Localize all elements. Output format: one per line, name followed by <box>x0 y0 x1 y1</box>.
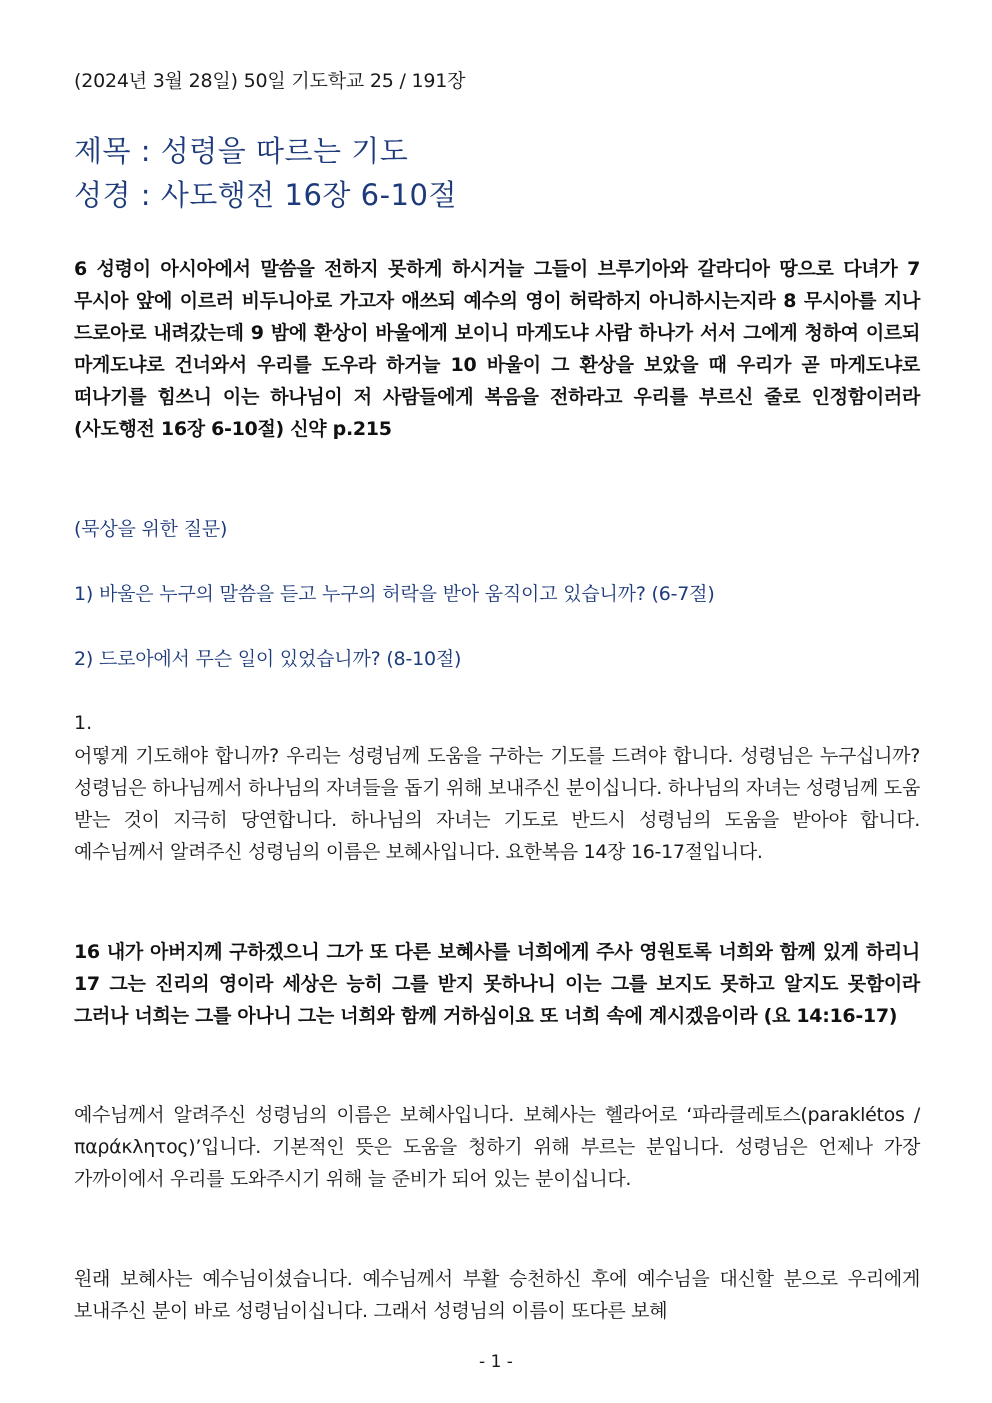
scripture-passage: 6 성령이 아시아에서 말씀을 전하지 못하게 하시거늘 그들이 브루기아와 갈라디아 땅으로 다녀가 7 무시아 앞에 이르러 비두니아로 가고자 애쓰되 예수의 영이 허락하지 아니하시는지라 8 무시아를 지나 드로아로 내려갔는데 9 밤에 환상이 바울에게 보이니 마게도냐 사람 하나가 서서 그에게 청하여 이르되 마게도냐로 건너와서 우리를 도우라 하거늘 10 바울이 그 환상을 보았을 때 우리가 곧 마게도냐로 떠나기를 힘쓰니 이는 하나님이 저 사람들에게 복음을 전하라고 우리를 부르신 줄로 인정함이러라 (사도행전 16장 6-10절) 신약 p.215 <box>74 258 920 440</box>
body-paragraph-3: 원래 보혜사는 예수님이셨습니다. 예수님께서 부활 승천하신 후에 예수님을 대신할 분으로 우리에게 보내주신 분이 바로 성령님이십니다. 그래서 성령님의 이름이 또다른 보혜 <box>74 1268 920 1322</box>
body-paragraph-2: 예수님께서 알려주신 성령님의 이름은 보혜사입니다. 보혜사는 헬라어로 ‘파라클레토스(paraklétos / παράκλητος)’입니다. 기본적인 뜻은 도움을 청하기 위해 부르는 분입니다. 성령님은 언제나 가장 가까이에서 우리를 도와주시기 위해 늘 준비가 되어 있는 분이십니다. <box>74 1104 920 1190</box>
meditation-question-2: 2) 드로아에서 무슨 일이 있었습니까? (8-10절) <box>74 648 462 670</box>
sermon-title: 제목 : 성령을 따르는 기도 <box>74 134 409 168</box>
document-header: (2024년 3월 28일) 50일 기도학교 25 / 191장 <box>74 70 466 92</box>
body-paragraph-1: 어떻게 기도해야 합니까? 우리는 성령님께 도움을 구하는 기도를 드려야 합니다. 성령님은 누구십니까? 성령님은 하나님께서 하나님의 자녀들을 돕기 위해 보내주신 분이십니다. 하나님의 자녀는 성령님께 도움 받는 것이 지극히 당연합니다. 하나님의 자녀는 기도로 반드시 성령님의 도움을 받아야 합니다. 예수님께서 알려주신 성령님의 이름은 보혜사입니다. 요한복음 14장 16-17절입니다. <box>74 745 920 863</box>
meditation-heading: (묵상을 위한 질문) <box>74 518 228 540</box>
page-number: - 1 - <box>479 1352 513 1372</box>
bible-quote: 16 내가 아버지께 구하겠으니 그가 또 다른 보혜사를 너희에게 주사 영원토록 너희와 함께 있게 하리니 17 그는 진리의 영이라 세상은 능히 그를 받지 못하나니 이는 그를 보지도 못하고 알지도 못함이라 그러나 너희는 그를 아나니 그는 너희와 함께 거하심이요 또 너희 속에 계시겠음이라 (요 14:16-17) <box>74 941 920 1027</box>
meditation-question-1: 1) 바울은 누구의 말씀을 듣고 누구의 허락을 받아 움직이고 있습니까? (6-7절) <box>74 583 715 605</box>
scripture-reference: 성경 : 사도행전 16장 6-10절 <box>74 178 457 212</box>
section-number: 1. <box>74 712 93 734</box>
